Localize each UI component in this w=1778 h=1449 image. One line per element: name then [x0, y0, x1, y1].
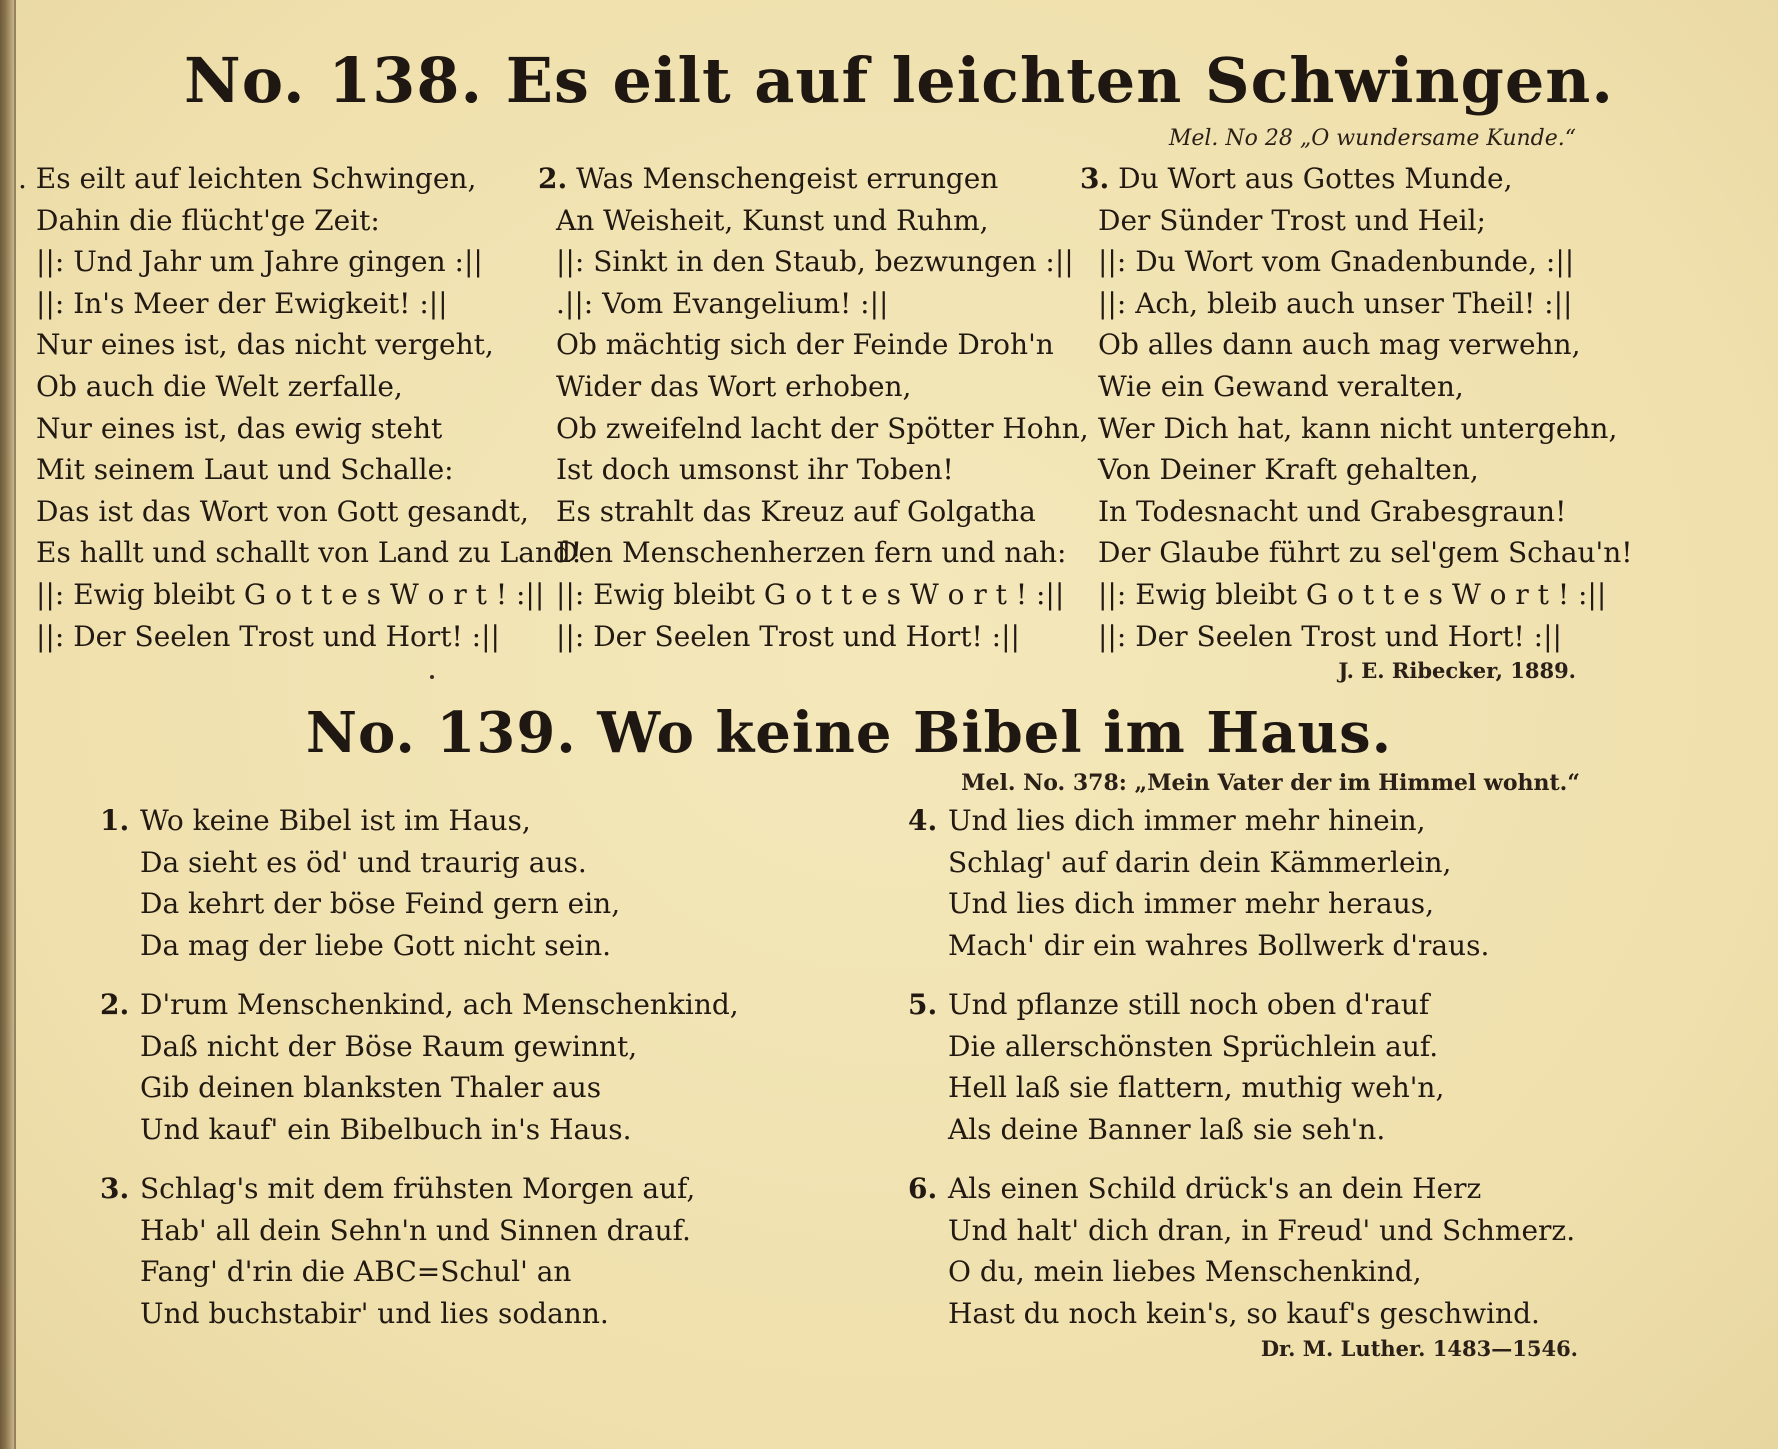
verse-line — [538, 324, 1089, 366]
verse-line — [1080, 616, 1633, 658]
verse-line-text: Nur eines ist, das nicht vergeht, — [36, 328, 494, 362]
stanza-line-text: Als einen Schild drück's an dein Herz — [948, 1172, 1482, 1205]
hymn-138-author: J. E. Ribecker, 1889. — [1338, 658, 1576, 683]
verse-line-text: Ob alles dann auch mag verwehn, — [1098, 328, 1581, 362]
verse-line-text: Den Menschenherzen fern und nah: — [556, 536, 1067, 570]
verse-line-text: In Todesnacht und Grabesgraun! — [1098, 494, 1567, 528]
verse-line — [1080, 324, 1633, 366]
verse-line-text: ||: Ewig bleibt G o t t e s W o r t ! :|| — [1098, 577, 1607, 611]
stanza-line — [100, 842, 739, 884]
verse-line — [1080, 158, 1633, 200]
verse-line-text: ||: Ach, bleib auch unser Theil! :|| — [1098, 286, 1573, 320]
verse-line — [538, 449, 1089, 491]
stanza-line — [908, 1067, 1575, 1109]
stanza-line-text: Hab' all dein Sehn'n und Sinnen drauf. — [140, 1213, 691, 1247]
stanza-line — [908, 1251, 1575, 1293]
hymn-138-title: No. 138. Es eilt auf leichten Schwingen. — [184, 44, 1614, 117]
stanza-line — [100, 1109, 739, 1151]
verse-line-text: Nur eines ist, das ewig steht — [36, 411, 443, 445]
stanza-line — [908, 925, 1575, 967]
verse-line — [538, 200, 1089, 242]
hymn-138-melody: Mel. No 28 „O wundersame Kunde.“ — [1168, 126, 1576, 151]
hymn-138-verse-3 — [1080, 158, 1633, 657]
verse-line — [18, 491, 582, 533]
verse-line-text: Ob zweifelnd lacht der Spötter Hohn, — [556, 411, 1089, 445]
verse-line-text: ||: Der Seelen Trost und Hort! :|| — [36, 619, 500, 653]
verse-line-text: Wer Dich hat, kann nicht untergehn, — [1098, 411, 1618, 445]
stanza-line — [908, 1168, 1575, 1210]
verse-line — [18, 241, 582, 283]
stanza — [100, 1168, 739, 1334]
verse-line — [538, 241, 1089, 283]
stanza-line — [100, 800, 739, 842]
verse-line-text: Der Glaube führt zu sel'gem Schau'n! — [1098, 536, 1633, 570]
verse-line-text: Was Menschengeist errungen — [576, 162, 999, 195]
stanza-number: 5. — [908, 988, 938, 1021]
verse-line — [1080, 449, 1633, 491]
verse-line — [18, 532, 582, 574]
verse-line-text: Es strahlt das Kreuz auf Golgatha — [556, 494, 1036, 528]
stanza-line — [100, 1293, 739, 1335]
stanza-line-text: Und halt' dich dran, in Freud' und Schmerz. — [948, 1213, 1576, 1247]
stanza-line-text: Wo keine Bibel ist im Haus, — [140, 804, 531, 837]
stanza-line-text: Fang' d'rin die ABC=Schul' an — [140, 1255, 572, 1288]
verse-line — [1080, 491, 1633, 533]
stanza-line-text: Daß nicht der Böse Raum gewinnt, — [140, 1029, 638, 1063]
stanza-line-text: Hell laß sie flattern, muthig weh'n, — [948, 1071, 1445, 1104]
stanza-line — [100, 1210, 739, 1252]
stanza-line — [100, 1067, 739, 1109]
verse-line-text: Ist doch umsonst ihr Toben! — [556, 453, 954, 487]
stanza-line-text: Mach' dir ein wahres Bollwerk d'raus. — [948, 928, 1490, 962]
stanza-line-text: Schlag's mit dem frühsten Morgen auf, — [140, 1172, 696, 1205]
hymn-139-title: No. 139. Wo keine Bibel im Haus. — [305, 700, 1393, 766]
hymn-138-verse-1 — [18, 158, 582, 657]
stanza-line-text: Und kauf' ein Bibelbuch in's Haus. — [140, 1112, 632, 1146]
verse-line-text: Wider das Wort erhoben, — [556, 369, 912, 403]
stanza-line-text: Da kehrt der böse Feind gern ein, — [140, 887, 621, 920]
verse-line-text: Der Sünder Trost und Heil; — [1098, 203, 1486, 237]
stanza — [908, 800, 1575, 966]
verse-line-text: Ob mächtig sich der Feinde Droh'n — [556, 328, 1054, 362]
verse-line — [18, 449, 582, 491]
stanza-number: 6. — [908, 1172, 938, 1205]
verse-line-text: ||: Der Seelen Trost und Hort! :|| — [556, 619, 1020, 653]
stanza-line — [100, 925, 739, 967]
stanza-number: 3. — [100, 1172, 130, 1205]
verse-line — [18, 283, 582, 325]
stanza-line-text: Und buchstabir' und lies sodann. — [140, 1296, 609, 1330]
stanza-number: 2. — [100, 988, 130, 1021]
stanza — [908, 1168, 1575, 1334]
verse-line — [18, 616, 582, 658]
verse-line — [18, 158, 582, 200]
stanza-line — [100, 1168, 739, 1210]
verse-line — [538, 283, 1089, 325]
verse-line — [538, 616, 1089, 658]
hymn-139-author: Dr. M. Luther. 1483—1546. — [1260, 1336, 1578, 1361]
verse-line-text: ||: Ewig bleibt G o t t e s W o r t ! :|| — [36, 577, 545, 611]
verse-line-text: ||: Der Seelen Trost und Hort! :|| — [1098, 619, 1562, 653]
print-speck — [430, 675, 434, 679]
verse-line-text: Das ist das Wort von Gott gesandt, — [36, 494, 529, 528]
verse-line — [538, 158, 1089, 200]
stanza — [100, 800, 739, 966]
verse-line-text: ||: In's Meer der Ewigkeit! :|| — [36, 286, 448, 320]
verse-line-text: Du Wort aus Gottes Munde, — [1118, 162, 1513, 195]
stanza-line — [908, 842, 1575, 884]
stanza-line — [908, 984, 1575, 1026]
stanza-line — [908, 883, 1575, 925]
verse-line-text: An Weisheit, Kunst und Ruhm, — [556, 203, 989, 237]
stanza-line — [100, 883, 739, 925]
verse-line — [18, 324, 582, 366]
verse-line-text: ||: Ewig bleibt G o t t e s W o r t ! :|| — [556, 577, 1065, 611]
verse-line-text: ||: Und Jahr um Jahre gingen :|| — [36, 245, 483, 279]
stanza-line — [908, 800, 1575, 842]
stanza-line — [908, 1109, 1575, 1151]
stanza-number: 1. — [100, 804, 130, 837]
verse-number: 3. — [1080, 162, 1110, 195]
hymn-139-right-column — [908, 800, 1575, 1352]
stanza-line-text: D'rum Menschenkind, ach Menschenkind, — [140, 988, 739, 1021]
verse-line-text: Ob auch die Welt zerfalle, — [36, 369, 403, 403]
verse-line-text: ||: Sinkt in den Staub, bezwungen :|| — [556, 245, 1074, 279]
stanza-line-text: Die allerschönsten Sprüchlein auf. — [948, 1029, 1439, 1063]
stanza-line — [908, 1293, 1575, 1335]
verse-line-text: Es hallt und schallt von Land zu Land! — [36, 536, 583, 570]
stanza-line-text: Und pflanze still noch oben d'rauf — [948, 988, 1430, 1021]
stanza-line — [908, 1026, 1575, 1068]
verse-line — [1080, 366, 1633, 408]
stanza-line — [100, 1026, 739, 1068]
stanza-line-text: Hast du noch kein's, so kauf's geschwind. — [948, 1296, 1540, 1330]
verse-line-text: Von Deiner Kraft gehalten, — [1098, 453, 1479, 487]
verse-line — [1080, 532, 1633, 574]
verse-line — [1080, 574, 1633, 616]
stanza-line-text: Als deine Banner laß sie seh'n. — [948, 1112, 1386, 1146]
hymn-139-left-column — [100, 800, 739, 1352]
verse-line — [538, 532, 1089, 574]
verse-line — [538, 408, 1089, 450]
verse-line — [1080, 200, 1633, 242]
stanza-line — [908, 1210, 1575, 1252]
verse-line-text: .||: Vom Evangelium! :|| — [556, 286, 889, 320]
stanza-number: 4. — [908, 804, 938, 837]
verse-line — [538, 491, 1089, 533]
verse-line — [18, 408, 582, 450]
verse-line — [538, 574, 1089, 616]
stanza-line-text: Und lies dich immer mehr heraus, — [948, 887, 1435, 920]
verse-line — [18, 366, 582, 408]
verse-line — [538, 366, 1089, 408]
stanza-line-text: Gib deinen blanksten Thaler aus — [140, 1071, 602, 1104]
stanza — [908, 984, 1575, 1150]
hymn-139-melody: Mel. No. 378: „Mein Vater der im Himmel wohnt.“ — [961, 770, 1580, 796]
stanza-line-text: O du, mein liebes Menschenkind, — [948, 1255, 1422, 1288]
stanza-line-text: Und lies dich immer mehr hinein, — [948, 804, 1426, 837]
verse-line — [1080, 408, 1633, 450]
verse-line — [1080, 283, 1633, 325]
stanza — [100, 984, 739, 1150]
verse-line-text: Mit seinem Laut und Schalle: — [36, 453, 454, 487]
stanza-line-text: Da sieht es öd' und traurig aus. — [140, 845, 587, 879]
verse-line — [18, 200, 582, 242]
verse-line — [1080, 241, 1633, 283]
verse-line-text: . Es eilt auf leichten Schwingen, — [18, 162, 477, 195]
verse-line — [18, 574, 582, 616]
verse-line-text: ||: Du Wort vom Gnadenbunde, :|| — [1098, 245, 1575, 279]
stanza-line-text: Da mag der liebe Gott nicht sein. — [140, 928, 612, 962]
verse-line-text: Wie ein Gewand veralten, — [1098, 369, 1464, 403]
stanza-line — [100, 1251, 739, 1293]
verse-number: 2. — [538, 162, 568, 195]
stanza-line — [100, 984, 739, 1026]
stanza-line-text: Schlag' auf darin dein Kämmerlein, — [948, 845, 1452, 879]
verse-line-text: Dahin die flücht'ge Zeit: — [36, 203, 380, 237]
hymn-138-verse-2 — [538, 158, 1089, 657]
